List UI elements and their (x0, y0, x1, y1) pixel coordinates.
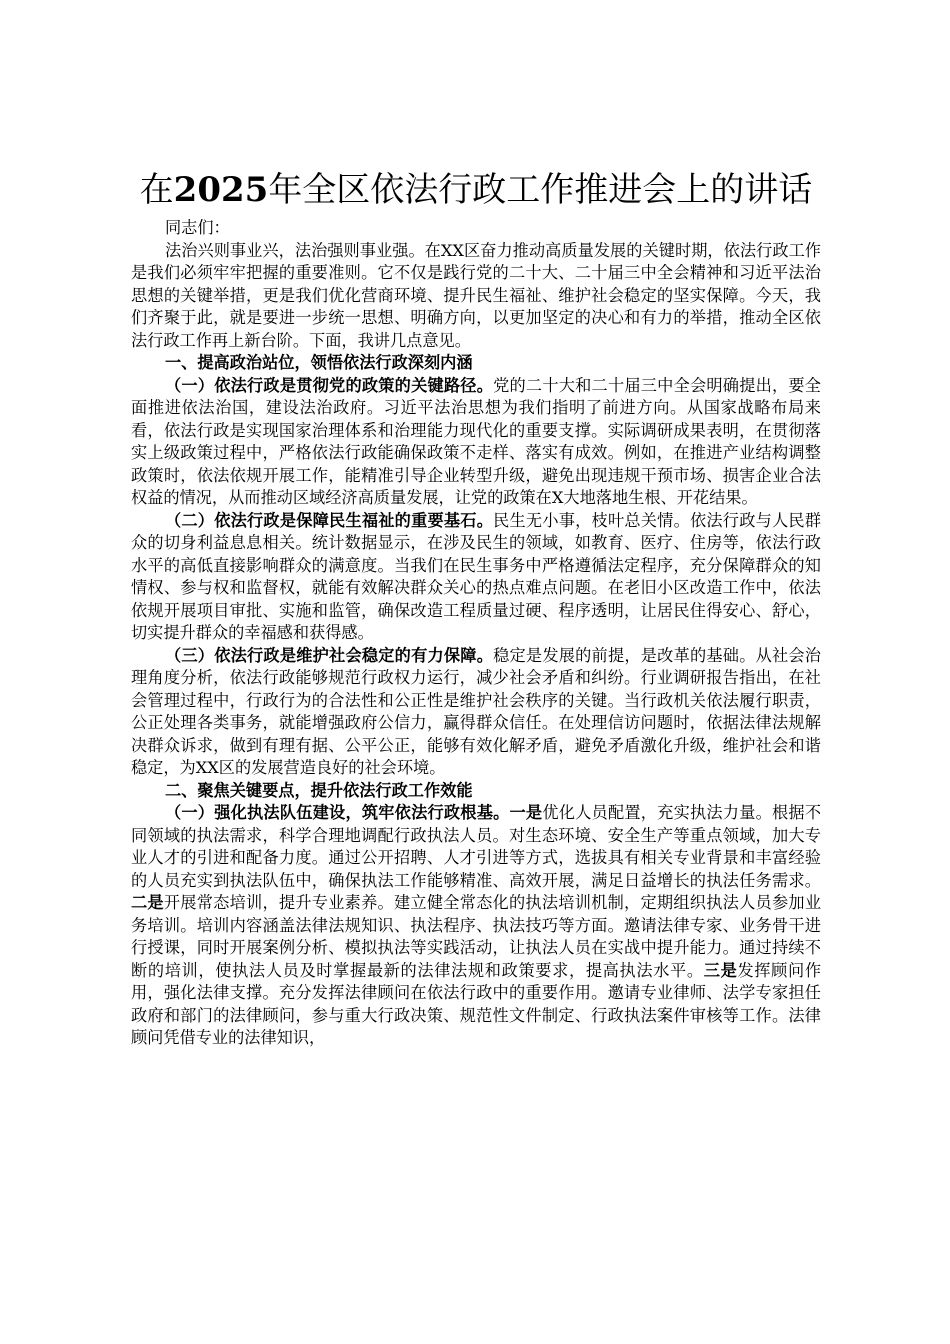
document-page (131, 165, 821, 1050)
title-year: 2025 (173, 170, 269, 210)
title-prefix: 在 (139, 170, 174, 210)
section-1-heading: 一、提高政治站位，领悟依法行政深刻内涵 (165, 353, 473, 372)
enumeration-marker-1: 一是 (509, 803, 543, 822)
paragraph-body: 开展常态培训，提升专业素养。建立健全常态化的执法培训机制，定期组织执法人员参加业务培训。培训内容涵盖法律法规知识、执法程序、执法技巧等方面。邀请法律专家、业务骨干进行授课，同时开展案例分析、模拟执法等实践活动，让执法人员在实战中提升能力。通过持续不断的培训，使执法人员及时掌握最新的法律法规和政策要求，提高执法水平。 (131, 893, 822, 980)
salutation: 同志们： (165, 218, 230, 237)
document-title (131, 165, 821, 215)
title-suffix: 年全区依法行政工作推进会上的讲话 (268, 170, 813, 210)
section-2-heading: 二、聚焦关键要点，提升依法行政工作效能 (165, 780, 473, 800)
paragraph-lead: （一）强化执法队伍建设，筑牢依法行政根基。 (165, 803, 510, 822)
paragraph-lead: （二）依法行政是保障民生福祉的重要基石。 (165, 510, 494, 530)
section-1-paragraph-2 (131, 510, 821, 645)
section-2-paragraph-1 (131, 802, 821, 1050)
paragraph-body: 优化人员配置，充实执法力量。根据不同领域的执法需求，科学合理地调配行政执法人员。对生态环境、安全生产等重点领域，加大专业人才的引进和配备力度。通过公开招聘、人才引进等方式，选拔具有相关专业背景和丰富经验的人员充实到执法队伍中，确保执法工作能够精准、高效开展，满足日益增长的执法任务需求。 (131, 803, 822, 890)
enumeration-marker-3: 三是 (703, 960, 738, 980)
intro-paragraph: 法治兴则事业兴，法治强则事业强。在XX区奋力推动高质量发展的关键时期，依法行政工作是我们必须牢牢把握的重要准则。它不仅是践行党的二十大、二十届三中全会精神和习近平法治思想的关键举措，更是我们优化营商环境、提升民生福祉、维护社会稳定的坚实保障。今天，我们齐聚于此，就是要进一步统一思想、明确方向，以更加坚定的决心和有力的举措，推动全区依法行政工作再上新台阶。下面，我讲几点意见。 (131, 240, 821, 350)
paragraph-body: 发挥顾问作用，强化法律支撑。充分发挥法律顾问在依法行政中的重要作用。邀请专业律师、法学专家担任政府和部门的法律顾问，参与重大行政决策、规范性文件制定、行政执法案件审核等工作。法律顾问凭借专业的法律知识， (131, 960, 822, 1047)
paragraph-body: 稳定是发展的前提，是改革的基础。从社会治理角度分析，依法行政能够规范行政权力运行，减少社会矛盾和纠纷。行业调研报告指出，在社会管理过程中，行政行为的合法性和公正性是维护社会秩序的关键。当行政机关依法履行职责，公正处理各类事务，就能增强政府公信力，赢得群众信任。在处理信访问题时，依据法律法规解决群众诉求，做到有理有据、公平公正，能够有效化解矛盾，避免矛盾激化升级，维护社会和谐稳定，为XX区的发展营造良好的社会环境。 (131, 645, 821, 777)
paragraph-body: 民生无小事，枝叶总关情。依法行政与人民群众的切身利益息息相关。统计数据显示，在涉及民生的领域，如教育、医疗、住房等，依法行政水平的高低直接影响群众的满意度。当我们在民生事务中严格遵循法定程序，充分保障群众的知情权、参与权和监督权，就能有效解决群众关心的热点难点问题。在老旧小区改造工作中，依法依规开展项目审批、实施和监管，确保改造工程质量过硬、程序透明，让居民住得安心、舒心，切实提升群众的幸福感和获得感。 (131, 510, 821, 642)
section-1-paragraph-1 (131, 375, 821, 510)
enumeration-marker-2: 二是 (131, 893, 164, 912)
paragraph-lead: （一）依法行政是贯彻党的政策的关键路径。 (165, 375, 494, 395)
section-1-paragraph-3 (131, 645, 821, 780)
paragraph-body: 党的二十大和二十届三中全会明确提出，要全面推进依法治国，建设法治政府。习近平法治思想为我们指明了前进方向。从国家战略布局来看，依法行政是实现国家治理体系和治理能力现代化的重要支撑。实际调研成果表明，在贯彻落实上级政策过程中，严格依法行政能确保政策不走样、落实有成效。例如，在推进产业结构调整政策时，依法依规开展工作，能精准引导企业转型升级，避免出现违规干预市场、损害企业合法权益的情况，从而推动区域经济高质量发展，让党的政策在X大地落地生根、开花结果。 (131, 375, 821, 507)
paragraph-lead: （三）依法行政是维护社会稳定的有力保障。 (165, 645, 494, 665)
